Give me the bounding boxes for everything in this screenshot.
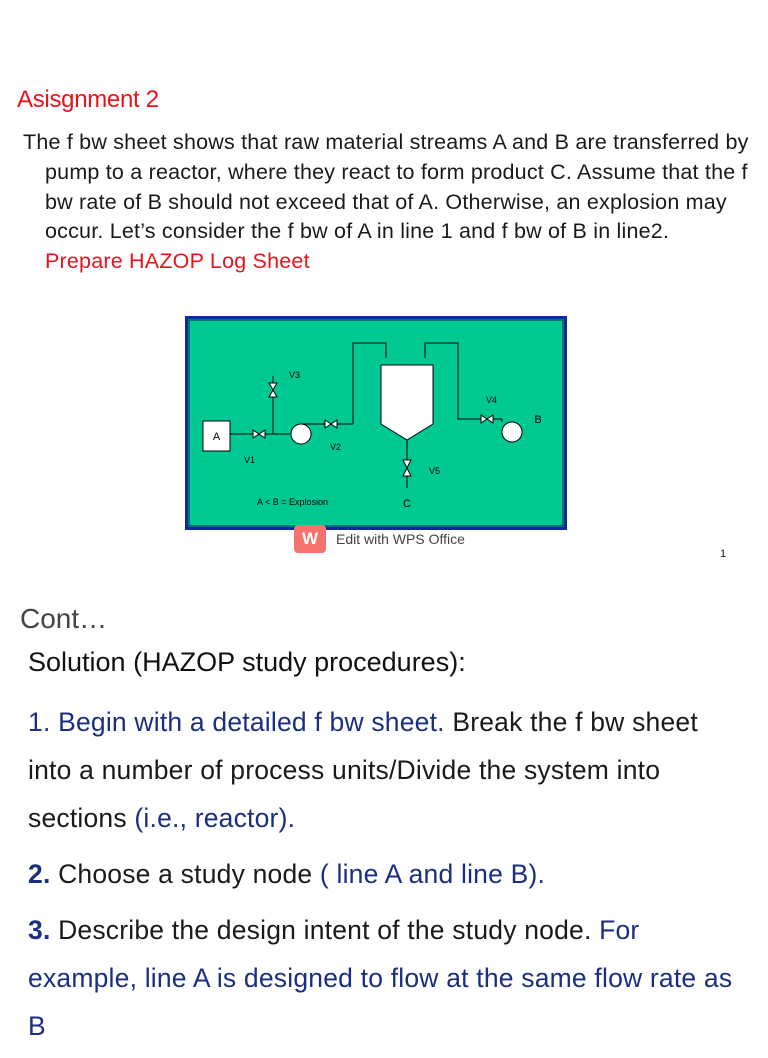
wps-logo-icon: W [294, 525, 326, 553]
label-v2: V2 [330, 442, 342, 452]
wps-watermark-text: Edit with WPS Office [336, 531, 465, 547]
step-3-example: For example, line A is designed to flow at the same flow rate as B [28, 915, 733, 1041]
step-3-text: Describe the design intent of the study node. [50, 915, 592, 945]
label-a: A [212, 431, 221, 443]
page-number: 1 [720, 548, 727, 560]
assignment-text [23, 128, 753, 277]
wps-watermark[interactable] [294, 525, 465, 553]
step-1 [28, 698, 748, 842]
step-1-number: 1. [28, 707, 59, 737]
step-1-text: Break the f bw sheet into a number of process units/Divide the system into sections [28, 707, 698, 833]
label-b: B [534, 414, 542, 426]
assignment-description: The f bw sheet shows that raw material streams A and B are transferred by pump to a reactor, where they react to form product C. Assume that the f bw rate of B should not exceed that of A. Otherwise, an explosion may occur. Let’s consider the f bw of A in line 1 and f bw of B in line2. [23, 130, 749, 244]
continuation-heading: Cont… [20, 603, 108, 634]
label-v3: V3 [289, 370, 301, 380]
step-2-number: 2. [28, 859, 51, 889]
step-3-number: 3. [28, 915, 51, 945]
reactor [381, 365, 433, 440]
label-v1: V1 [244, 455, 256, 465]
procedure-steps [28, 698, 748, 1058]
step-3 [28, 906, 748, 1050]
explosion-note: A < B = Explosion [257, 497, 329, 507]
step-2 [28, 850, 748, 898]
solution-title: Solution (HAZOP study procedures): [28, 647, 466, 677]
label-c: C [403, 498, 411, 510]
step-1-example: (i.e., reactor). [134, 803, 296, 833]
label-v4: V4 [486, 395, 498, 405]
assignment-title: Asisgnment 2 [17, 86, 159, 113]
step-2-example: ( line A and line B). [319, 859, 546, 889]
label-v5: V5 [429, 466, 441, 476]
pump-a [291, 424, 311, 444]
step-2-text: Choose a study node [50, 859, 320, 889]
flowsheet-diagram [185, 316, 567, 530]
step-1-highlight: Begin with a detailed f bw sheet. [58, 707, 445, 737]
assignment-task: Prepare HAZOP Log Sheet [45, 249, 310, 274]
